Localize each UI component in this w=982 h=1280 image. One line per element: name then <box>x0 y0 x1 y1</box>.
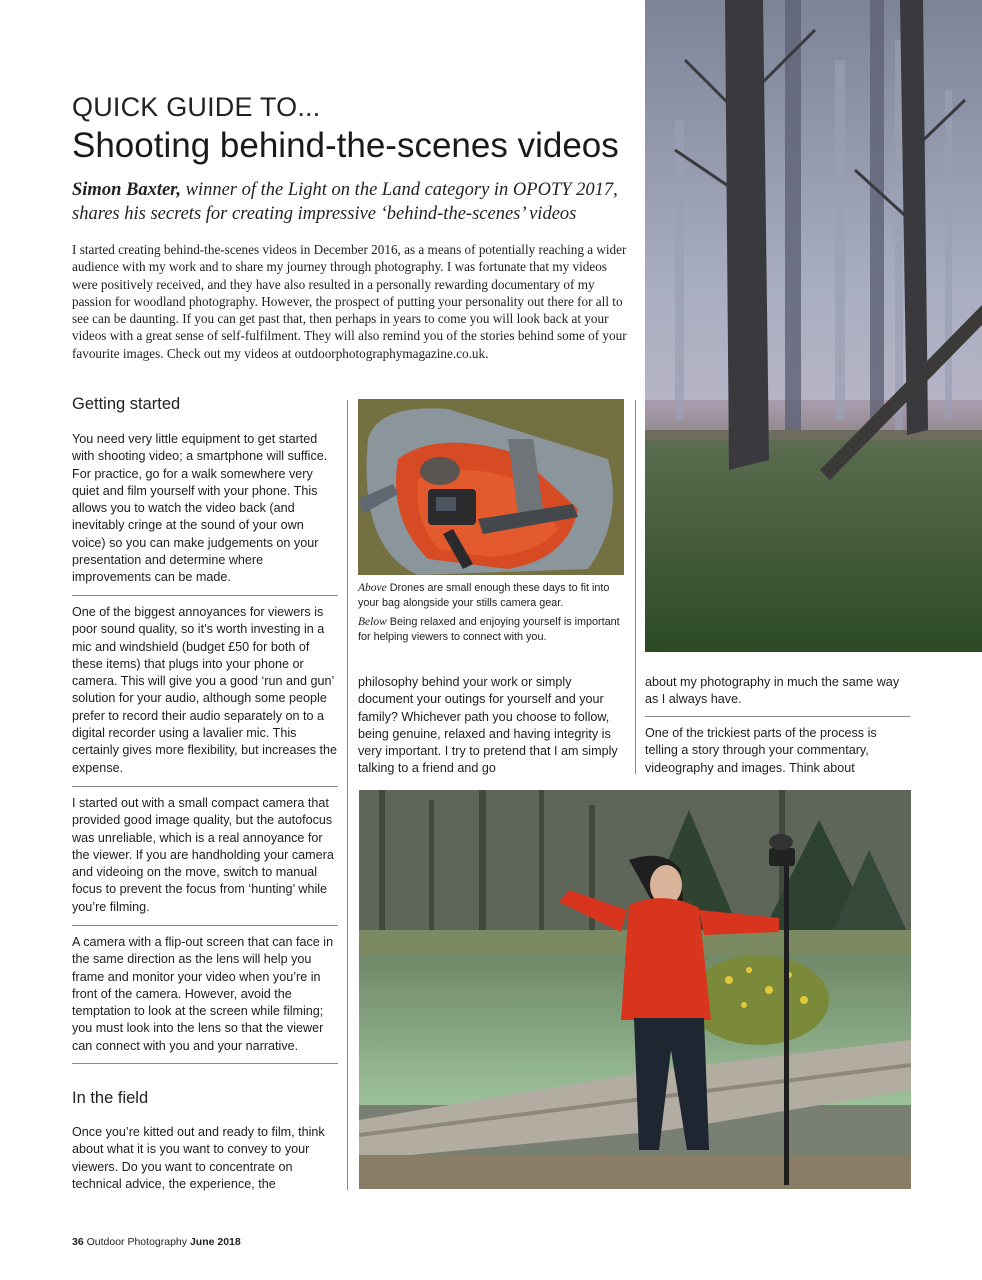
standfirst-text: winner of the Light on the Land category in OPOTY 2017, shares his secrets for creating impressive ‘behind-the-scenes’ videos <box>72 180 618 224</box>
divider <box>72 1063 338 1064</box>
column-1-p2 <box>72 604 338 777</box>
divider <box>72 925 338 926</box>
paragraph: philosophy behind your work or simply document your outings for yourself and your family? Whichever path you choose to follow, being genuine, relaxed and having integrity is very important. I try to pretend that I am simply talking to a friend and go <box>358 675 618 776</box>
column-3-p2 <box>645 725 911 777</box>
column-rule <box>347 400 348 1190</box>
divider <box>72 786 338 787</box>
drone-bag-photo <box>358 399 624 575</box>
page-number: 36 <box>72 1236 84 1248</box>
kicker: QUICK GUIDE TO... <box>72 92 321 122</box>
magazine-name: Outdoor Photography <box>86 1236 188 1248</box>
column-3 <box>645 674 911 709</box>
caption-text: Being relaxed and enjoying yourself is important for helping viewers to connect with you. <box>358 616 620 643</box>
article-title: Shooting behind-the-scenes videos <box>72 126 619 165</box>
column-1-p4 <box>72 934 338 1055</box>
divider <box>645 716 910 717</box>
caption-below <box>358 615 628 644</box>
page-footer <box>72 1236 241 1248</box>
column-rule <box>635 400 636 774</box>
caption-label-below: Below <box>358 616 387 628</box>
paragraph: Once you’re kitted out and ready to film, think about what it is you want to convey to your viewers. Do you want to concentrate on technical advice, the experience, the <box>72 1125 325 1191</box>
divider <box>72 595 338 596</box>
standfirst-author: Simon Baxter, <box>72 180 181 200</box>
heading-getting-started: Getting started <box>72 395 181 413</box>
intro-paragraph: I started creating behind-the-scenes videos in December 2016, as a means of potentially reaching a wider audience with my work and to share my journey through photography. I was fortunate that my videos were positively received, and they have also resulted in a personally rewarding documentary of my passion for woodland photography. However, the prospect of putting your personality out there for all to see can be daunting. If you can get past that, then perhaps in years to come you will look back at your videos with a great sense of self-fulfilment. They will also remind you of the stories behind some of your favourite images. Check out my videos at outdoorphotographymagazine.co.uk. <box>72 242 627 361</box>
paragraph: A camera with a flip-out screen that can face in the same direction as the lens will help you frame and monitor your video when you’re in front of the camera. However, avoid the temptation to look at the screen while filming; you must look into the lens so that the viewer can connect with you and your narrative. <box>72 935 334 1053</box>
paragraph: One of the trickiest parts of the process is telling a story through your commentary, videography and images. Think about <box>645 726 877 775</box>
column-1-p5 <box>72 1124 338 1193</box>
paragraph: One of the biggest annoyances for viewers is poor sound quality, so it’s worth investing in a mic and windshield (budget £50 for both of these items) that plugs into your phone or camera. This will give you a good ‘run and gun’ solution for your audio, although some people prefer to record their audio separately on to a digital recorder using a lavalier mic. This certainly gives more flexibility, but increases the expense. <box>72 605 338 775</box>
column-2 <box>358 674 626 778</box>
forest-photo <box>645 0 982 652</box>
caption-text: Drones are small enough these days to fit into your bag alongside your stills camera gear. <box>358 582 610 609</box>
column-1-p3 <box>72 795 338 916</box>
paragraph: You need very little equipment to get started with shooting video; a smartphone will suffice. For practice, go for a walk somewhere very quiet and film yourself with your phone. This allows you to watch the video back (and inevitably cringe at the sound of your own voice) so you can make judgements on your presentation and determine where improvements can be made. <box>72 432 328 585</box>
presenter-photo <box>359 790 911 1189</box>
heading-in-the-field: In the field <box>72 1089 149 1107</box>
standfirst <box>72 178 632 226</box>
paragraph: I started out with a small compact camera that provided good image quality, but the autofocus was unreliable, which is a real annoyance for the viewer. If you are handholding your camera and videoing on the move, switch to manual focus to prevent the focus from ‘hunting’ while you’re filming. <box>72 796 334 914</box>
issue-date: June 2018 <box>189 1236 241 1248</box>
paragraph: about my photography in much the same way as I always have. <box>645 675 900 707</box>
column-1 <box>72 431 338 587</box>
caption-label-above: Above <box>358 582 387 594</box>
caption-above <box>358 581 628 610</box>
